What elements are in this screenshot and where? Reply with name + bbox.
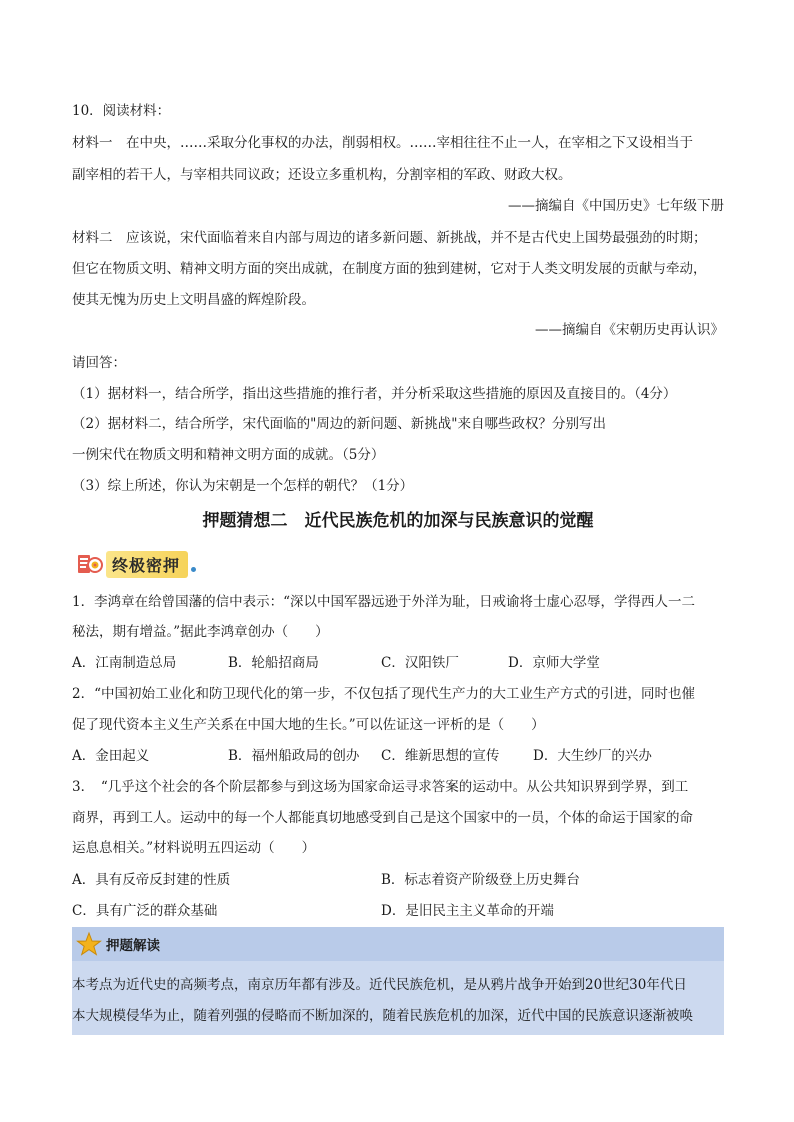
mcq-2-option-b: B．福州船政局的创办 [228, 748, 360, 764]
question-10-heading: 10．阅读材料： [72, 103, 171, 119]
target-icon [76, 552, 104, 576]
mcq-2-line-2: 促了现代资本主义生产关系在中国大地的生长。”可以佐证这一评析的是（ ） [72, 717, 545, 733]
mcq-3-option-c: C．具有广泛的群众基础 [72, 903, 218, 919]
mcq-2-line-1: 2．“中国初始工业化和防卫现代化的第一步，不仅包括了现代生产力的大工业生产方式的引进，同时也催 [72, 686, 695, 702]
material-1-line-1: 材料一 在中央，……采取分化事权的办法，削弱相权。……宰相往往不止一人，在宰相之下又设相当于 [72, 135, 693, 151]
material-2-line-3: 使其无愧为历史上文明昌盛的辉煌阶段。 [72, 292, 315, 308]
sub-question-2-line-1: （2）据材料二，结合所学，宋代面临的"周边的新问题、新挑战"来自哪些政权？分别写出 [72, 416, 607, 432]
mcq-3-line-1: 3． “几乎这个社会的各个阶层都参与到这场为国家命运寻求答案的运动中。从公共知识界到学界，到工 [72, 779, 689, 795]
mcq-3-line-2: 商界，再到工人。运动中的每一个人都能真切地感受到自己是这个国家中的一员，个体的命运于国家的命 [72, 810, 693, 826]
sub-question-1: （1）据材料一，结合所学，指出这些措施的推行者，并分析采取这些措施的原因及直接目的。（4分） [72, 386, 677, 402]
star-icon [76, 931, 102, 957]
sub-question-2-line-2: 一例宋代在物质文明和精神文明方面的成就。（5分） [72, 447, 385, 463]
material-2-source: ——摘编自《宋朝历史再认识》 [535, 322, 724, 338]
badge-label: 终极密押 [106, 551, 188, 578]
mcq-2-option-c: C．维新思想的宣传 [381, 748, 500, 764]
mcq-1-option-d: D．京师大学堂 [508, 655, 600, 671]
section-title: 押题猜想二 近代民族危机的加深与民族意识的觉醒 [202, 511, 594, 531]
analysis-header [72, 927, 724, 961]
mcq-1-option-a: A．江南制造总局 [72, 655, 177, 671]
mcq-1-option-c: C．汉阳铁厂 [381, 655, 459, 671]
answer-prompt: 请回答： [72, 355, 126, 371]
analysis-line-1: 本考点为近代史的高频考点，南京历年都有涉及。近代民族危机，是从鸦片战争开始到20世纪30年代日 [72, 977, 687, 993]
analysis-line-2: 本大规模侵华为止，随着列强的侵略而不断加深的，随着民族危机的加深，近代中国的民族意识逐渐被唤 [72, 1008, 693, 1024]
mcq-1-line-2: 秘法，期有增益。”据此李鸿章创办（ ） [72, 624, 329, 640]
mcq-3-line-3: 运息息相关。”材料说明五四运动（ ） [72, 840, 316, 856]
material-2-line-1: 材料二 应该说，宋代面临着来自内部与周边的诸多新问题、新挑战，并不是古代史上国势最强劲的时期； [72, 230, 707, 246]
mcq-2-option-a: A．金田起义 [72, 748, 150, 764]
material-2-line-2: 但它在物质文明、精神文明方面的突出成就，在制度方面的独到建树，它对于人类文明发展的贡献与牵动， [72, 261, 707, 277]
mcq-1-option-b: B．轮船招商局 [228, 655, 319, 671]
analysis-title: 押题解读 [106, 938, 160, 954]
mcq-2-option-d: D．大生纱厂的兴办 [533, 748, 652, 764]
section-badge [76, 550, 196, 578]
mcq-3-option-a: A．具有反帝反封建的性质 [72, 872, 231, 888]
material-1-line-2: 副宰相的若干人，与宰相共同议政；还设立多重机构，分割宰相的军政、财政大权。 [72, 167, 572, 183]
material-1-source: ——摘编自《中国历史》七年级下册 [508, 198, 724, 214]
mcq-3-option-d: D．是旧民主主义革命的开端 [381, 903, 554, 919]
badge-dot [191, 567, 196, 572]
mcq-1-line-1: 1．李鸿章在给曾国藩的信中表示：“深以中国军器远逊于外洋为耻，日戒谕将士虚心忍辱，学得西人一二 [72, 594, 695, 610]
sub-question-3: （3）综上所述，你认为宋朝是一个怎样的朝代？（1分） [72, 478, 414, 494]
mcq-3-option-b: B．标志着资产阶级登上历史舞台 [381, 872, 580, 888]
